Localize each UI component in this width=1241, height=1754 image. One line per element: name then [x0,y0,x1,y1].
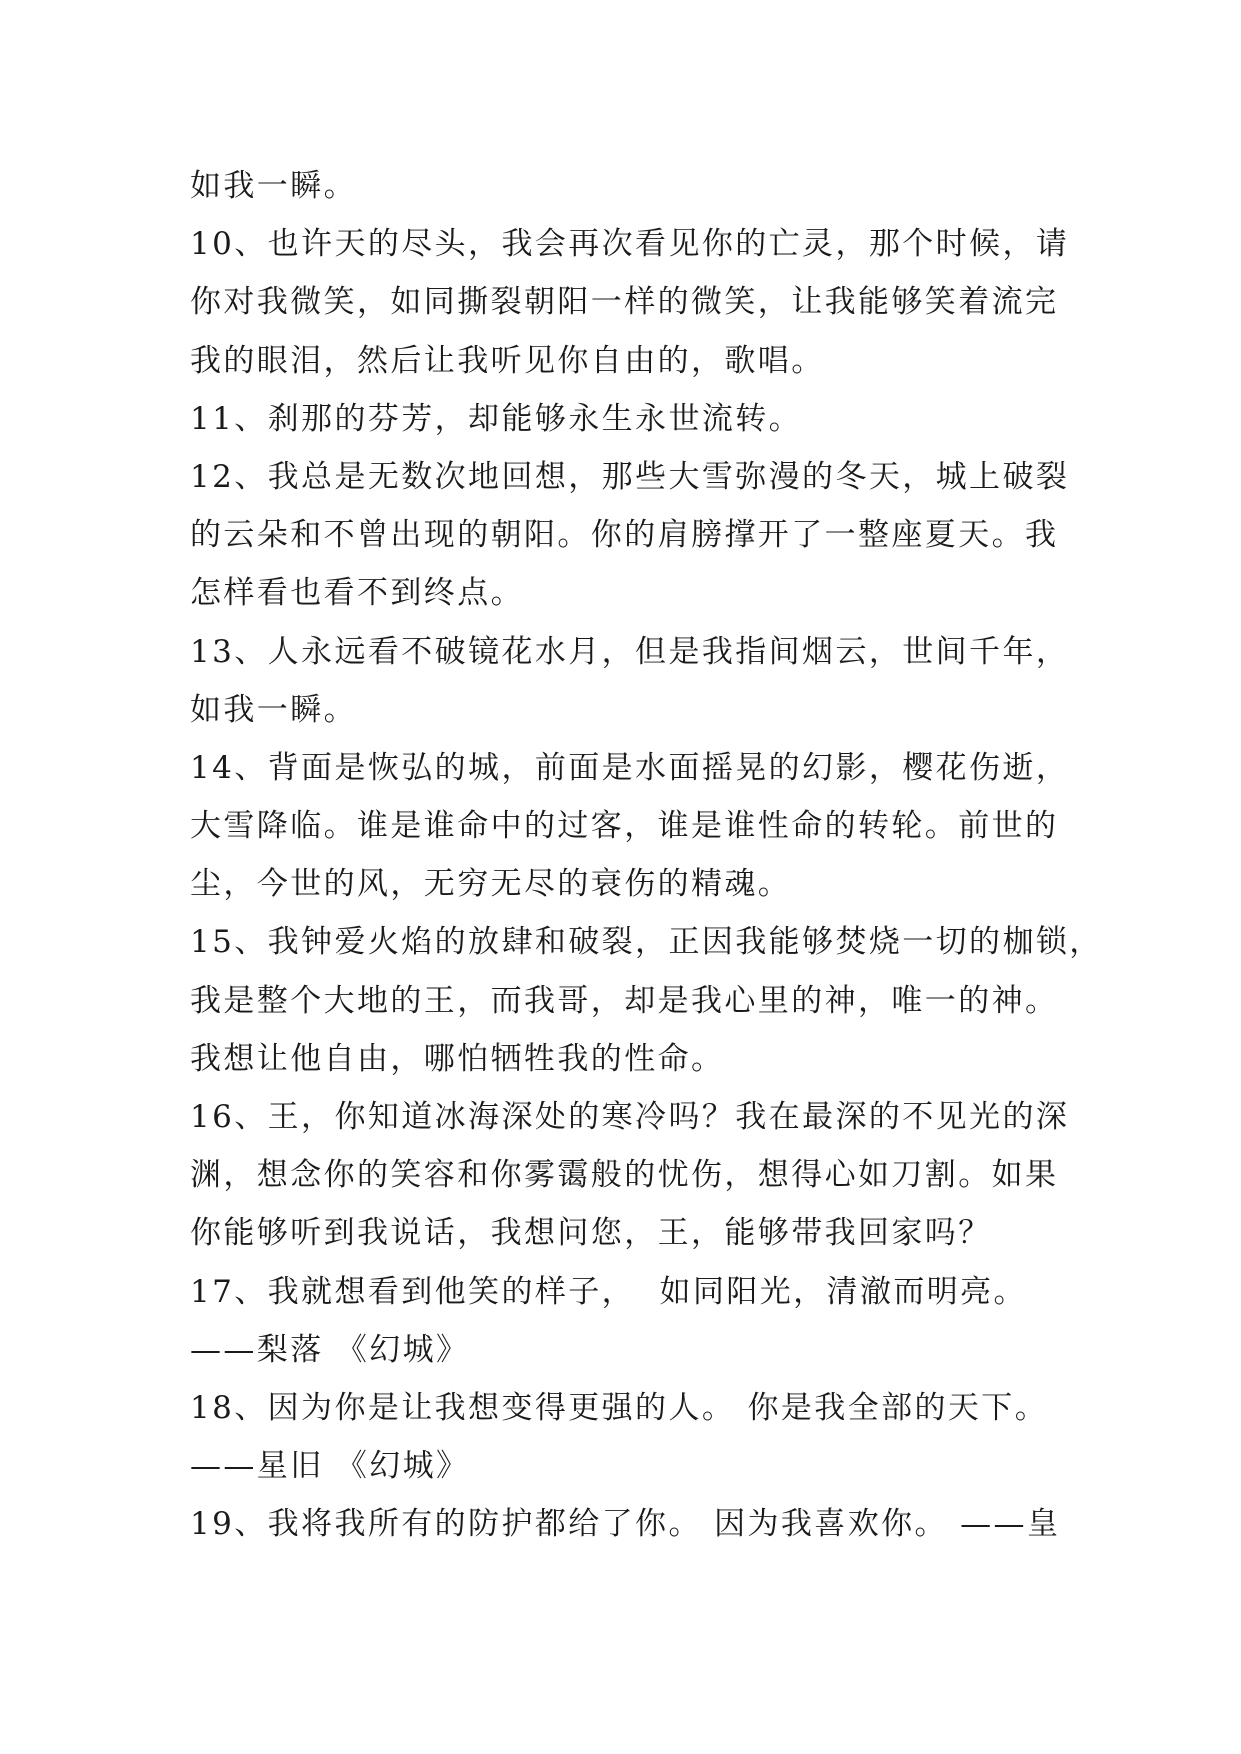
text-line: 我的眼泪，然后让我听见你自由的，歌唱。 [190,342,825,379]
text-line: 如我一瞬。 [190,168,357,204]
text-line: 渊，想念你的笑容和你雾霭般的忧伤，想得心如刀割。如果 [190,1157,1059,1194]
text-line: 13、人永远看不破镜花水月，但是我指间烟云，世间千年， [190,633,1070,670]
text-line: 18、因为你是让我想变得更强的人。 你是我全部的天下。 [190,1389,1049,1426]
body-text [190,157,1103,1554]
text-line: 尘，今世的风，无穷无尽的衰伤的精魂。 [190,866,792,903]
text-line: 我想让他自由，哪怕牺牲我的性命。 [190,1040,725,1077]
text-line: 大雪降临。谁是谁命中的过客，谁是谁性命的转轮。前世的 [190,808,1059,845]
text-line: ——梨落 《幻城》 [190,1331,470,1368]
text-line: 19、我将我所有的防护都给了你。 因为我喜欢你。 ——皇 [190,1506,1061,1543]
text-line: 15、我钟爱火焰的放肆和破裂，正因我能够焚烧一切的枷锁， [190,924,1103,961]
text-line: 12、我总是无数次地回想，那些大雪弥漫的冬天，城上破裂 [190,458,1070,495]
text-line: 怎样看也看不到终点。 [190,575,524,612]
text-line: 10、也许天的尽头，我会再次看见你的亡灵，那个时候，请 [190,226,1070,263]
text-line: 你能够听到我说话，我想问您，王，能够带我回家吗？ [190,1215,992,1252]
text-line: 我是整个大地的王，而我哥，却是我心里的神，唯一的神。 [190,982,1059,1019]
text-line: 11、刹那的芬芳，却能够永生永世流转。 [190,400,803,437]
text-line: ——星旧 《幻城》 [190,1448,470,1485]
text-line: 16、王，你知道冰海深处的寒冷吗？我在最深的不见光的深 [190,1099,1070,1135]
text-line: 17、我就想看到他笑的样子， 如同阳光，清澈而明亮。 [190,1273,1027,1310]
text-line: 的云朵和不曾出现的朝阳。你的肩膀撑开了一整座夏天。我 [190,517,1059,554]
text-line: 如我一瞬。 [190,691,357,728]
text-line: 14、背面是恢弘的城，前面是水面摇晃的幻影，樱花伤逝， [190,749,1070,786]
text-line: 你对我微笑，如同撕裂朝阳一样的微笑，让我能够笑着流完 [190,284,1059,321]
